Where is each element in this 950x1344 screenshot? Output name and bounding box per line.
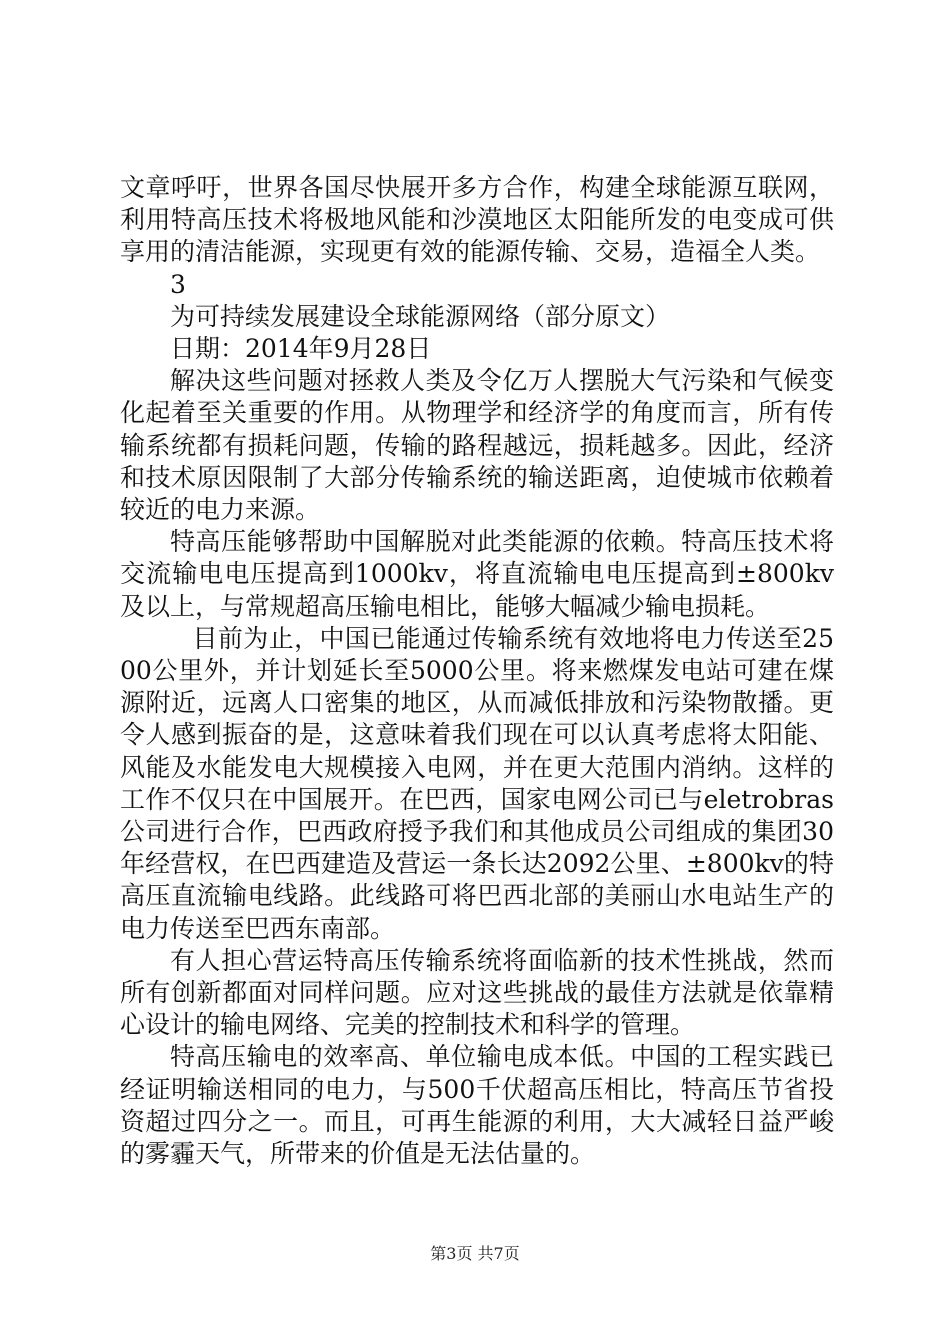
- section-number: 3: [170, 269, 186, 299]
- article-title: 为可持续发展建设全球能源网络（部分原文）: [170, 301, 671, 331]
- article-date: 日期：2014年9月28日: [170, 334, 432, 364]
- paragraph-challenges: 有人担心营运特高压传输系统将面临新的技术性挑战，然而所有创新都面对同样问题。应对这些挑战的最佳方法就是依靠精心设计的输电网络、完美的控制技术和科学的管理。: [120, 945, 834, 1040]
- paragraph-intro-continued: 文章呼吁，世界各国尽快展开多方合作，构建全球能源互联网，利用特高压技术将极地风能和沙漠地区太阳能所发的电变成可供享用的清洁能源，实现更有效的能源传输、交易，造福全人类。: [120, 173, 834, 267]
- document-body: [120, 172, 834, 1170]
- paragraph-efficiency: 特高压输电的效率高、单位输电成本低。中国的工程实践已经证明输送相同的电力，与500千伏超高压相比，特高压节省投资超过四分之一。而且，可再生能源的利用，大大减轻日益严峻的雾霾天气，所带来的价值是无法估量的。: [120, 1042, 834, 1169]
- page-footer: 第3页 共7页: [430, 1244, 520, 1263]
- paragraph-transmission-loss: 解决这些问题对拯救人类及令亿万人摆脱大气污染和气候变化起着至关重要的作用。从物理学和经济学的角度而言，所有传输系统都有损耗问题，传输的路程越远，损耗越多。因此，经济和技术原因限制了大部分传输系统的输送距离，迫使城市依赖着较近的电力来源。: [120, 366, 834, 525]
- paragraph-china-brazil: 目前为止，中国已能通过传输系统有效地将电力传送至2500公里外，并计划延长至5000公里。将来燃煤发电站可建在煤源附近，远离人口密集的地区，从而减低排放和污染物散播。更令人感到振奋的是，这意味着我们现在可以认真考虑将太阳能、风能及水能发电大规模接入电网，并在更大范围内消纳。这样的工作不仅只在中国展开。在巴西，国家电网公司已与eletrobras公司进行合作，巴西政府授予我们和其他成员公司组成的集团30年经营权，在巴西建造及营运一条长达2092公里、±800kv的特高压直流输电线路。此线路可将巴西北部的美丽山水电站生产的电力传送至巴西东南部。: [120, 623, 834, 943]
- paragraph-uhv-technology: 特高压能够帮助中国解脱对此类能源的依赖。特高压技术将交流输电电压提高到1000kv，将直流输电电压提高到±800kv及以上，与常规超高压输电相比，能够大幅减少输电损耗。: [120, 527, 834, 621]
